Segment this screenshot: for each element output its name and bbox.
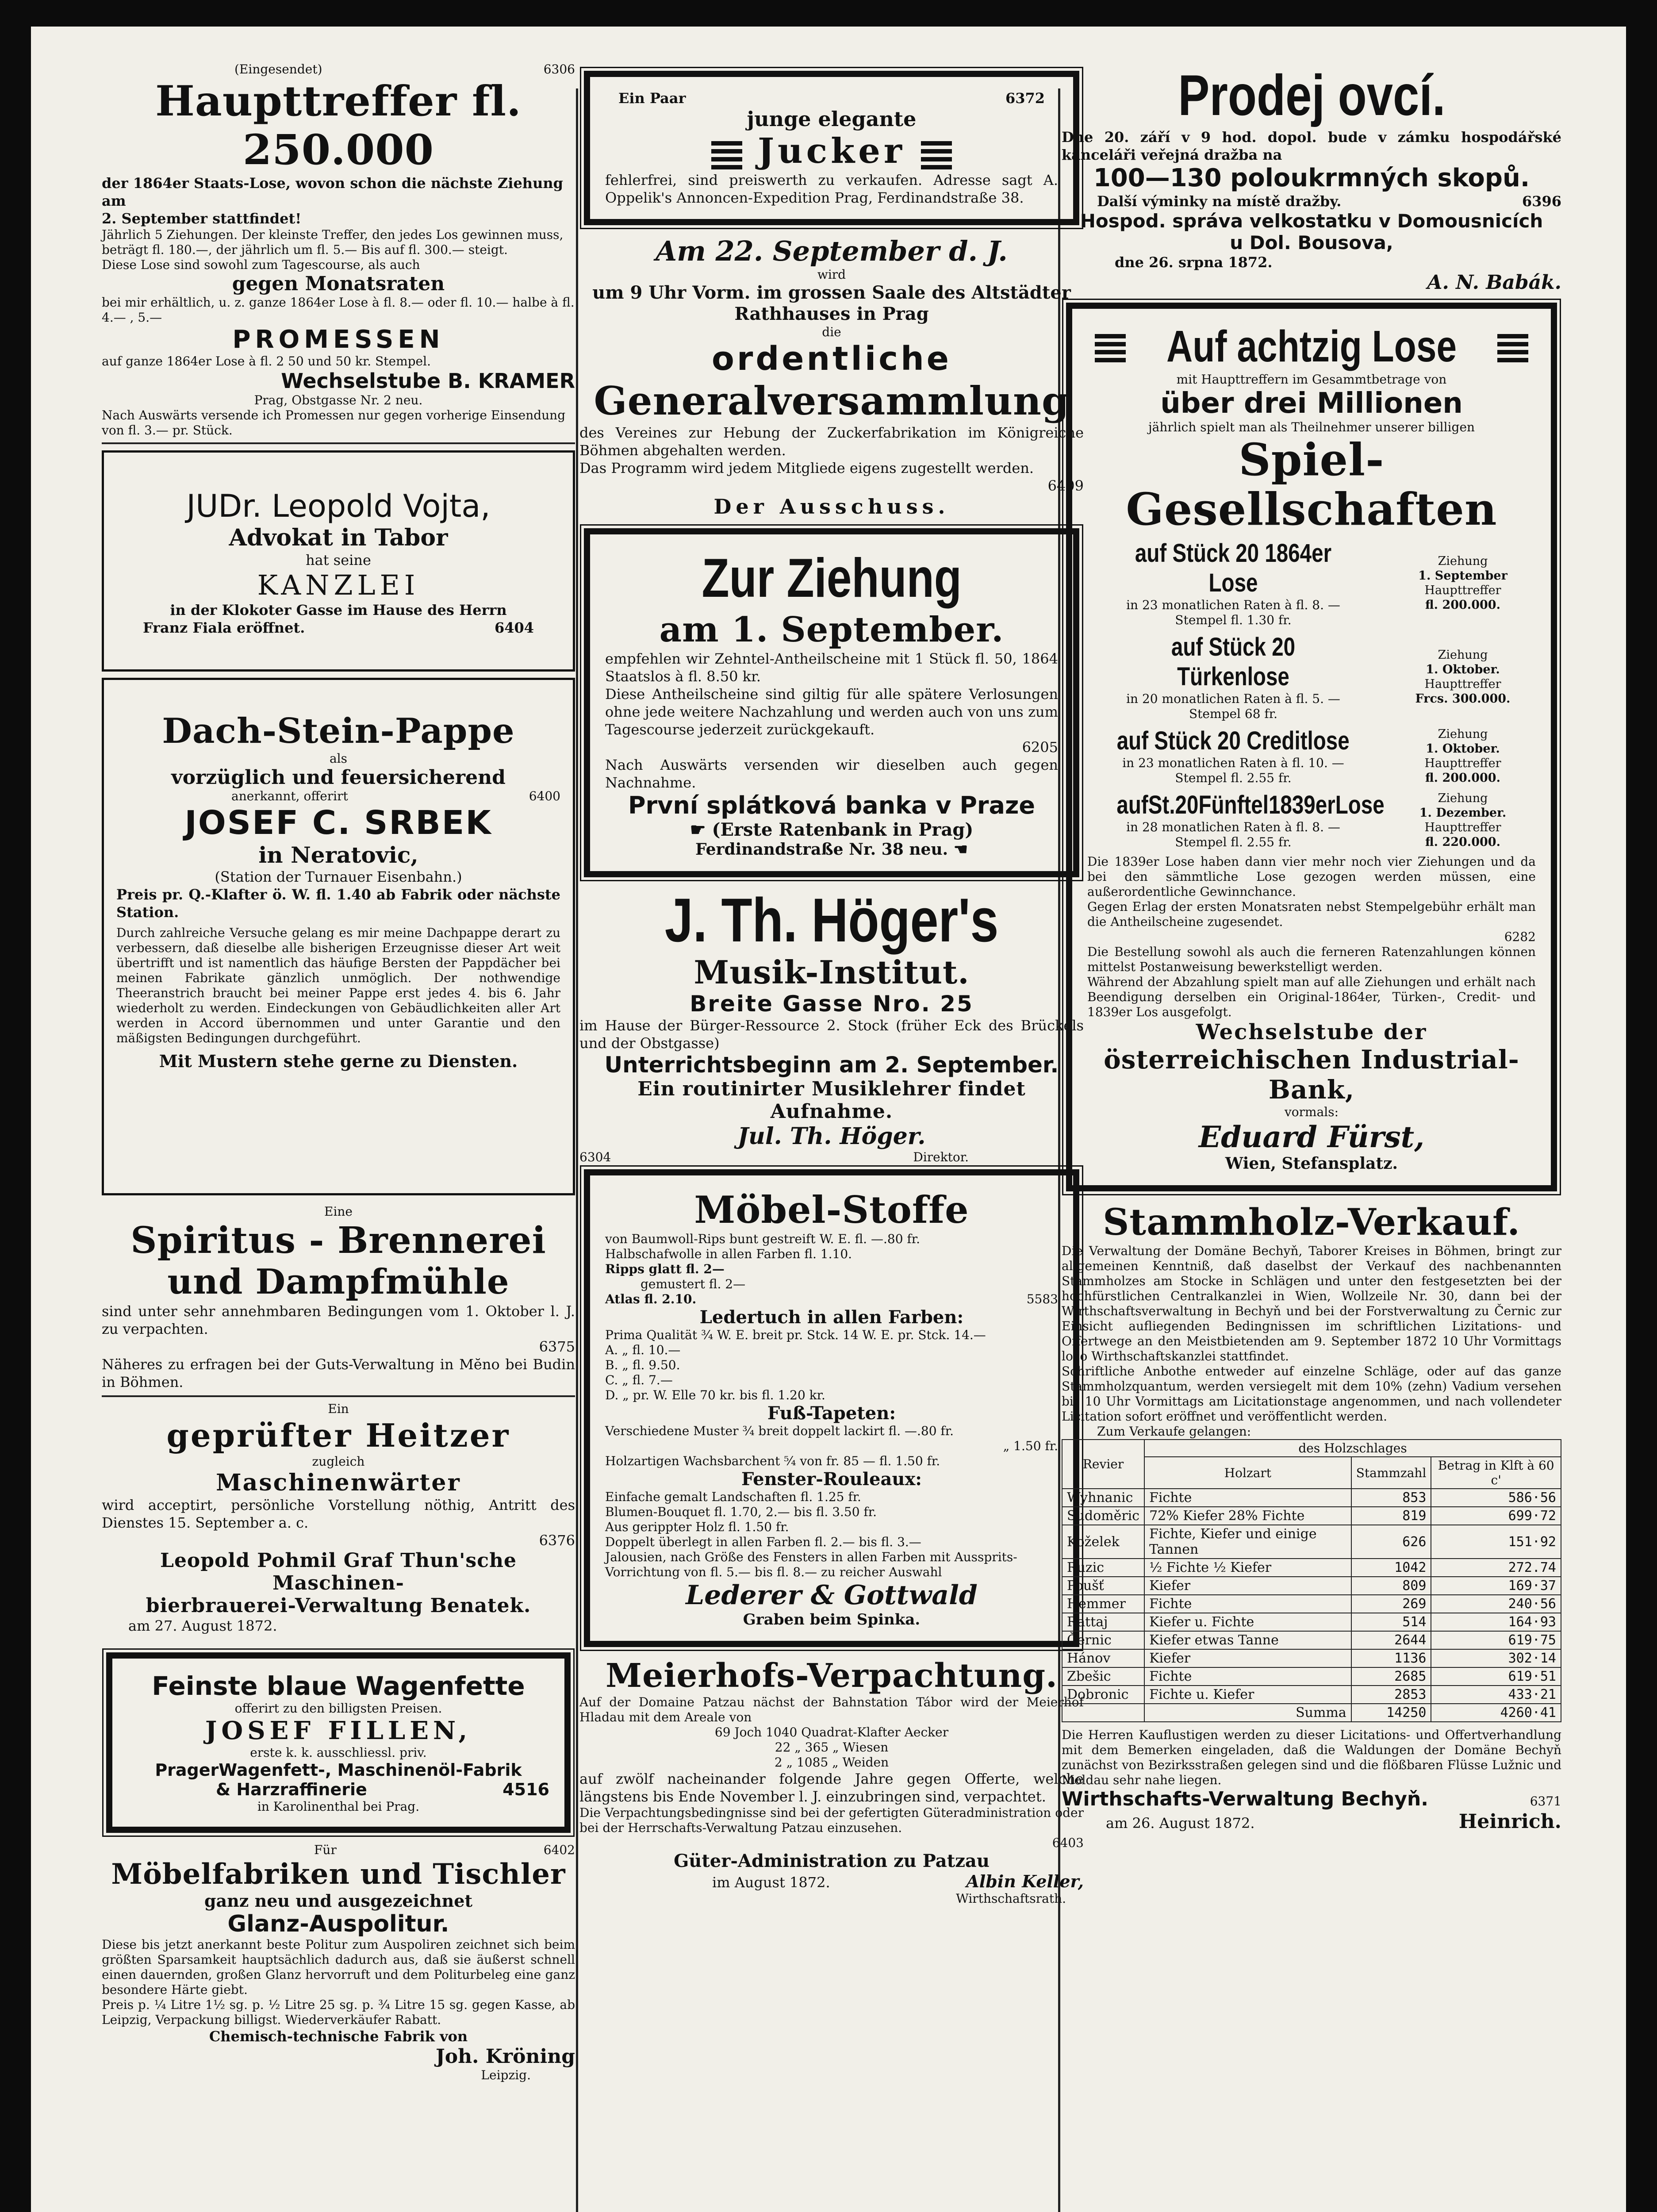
ad-text: Verschiedene Muster ¾ breit doppelt lackirt fl. —.80 fr. (605, 1424, 954, 1438)
lot-stempel: Stempel 68 fr. (1189, 707, 1277, 721)
ad-date: dne 26. srpna 1872. (1115, 254, 1273, 271)
ad-firm: Wechselstube B. KRAMER (281, 369, 575, 393)
table-cell: 1136 (1351, 1649, 1431, 1667)
ad-firm: Güter-Administration zu Patzau (674, 1851, 990, 1871)
table-cell: Kiefer (1144, 1577, 1351, 1595)
lot-item (1087, 726, 1536, 786)
ad-text: Wirthschaftsrath. (956, 1891, 1066, 1906)
ad-subtitle: ordentliche (711, 340, 951, 378)
ad-subtitle: Advokat in Tabor (229, 524, 448, 551)
ad-kroening (102, 1843, 575, 2083)
ad-text: auf ganze 1864er Lose à fl. 2 50 und 50 kr. Stempel. (102, 354, 431, 369)
lot-text: Ziehung (1438, 791, 1488, 805)
table-cell: 269 (1351, 1595, 1431, 1613)
column-3 (1062, 62, 1561, 1833)
lot-text: Ziehung (1438, 727, 1488, 741)
lot-stempel: Stempel fl. 1.30 fr. (1175, 613, 1292, 627)
pointing-hand-icon: ☚ (953, 840, 968, 859)
ad-text: in der Klokoter Gasse im Hause des Herrn (170, 602, 507, 618)
table-cell: Dobronic (1062, 1686, 1144, 1704)
ad-title: und Dampfmühle (167, 1262, 510, 1302)
table-cell: Hánov (1062, 1649, 1144, 1667)
table-header: Holzart (1144, 1457, 1351, 1489)
ad-text: „ 1.50 fr. (1003, 1439, 1058, 1453)
ad-subtitle: junge elegante (747, 107, 917, 131)
ad-achtzig-lose (1066, 303, 1557, 1191)
ad-title: Prodej ovcí. (1178, 63, 1446, 127)
lot-head: auf Stück 20 1864er Lose (1135, 539, 1332, 597)
ad-number: 6375 (539, 1338, 575, 1355)
ornament-icon (921, 138, 952, 169)
lot-head: auf Stück 20 Creditlose (1117, 726, 1350, 755)
ad-subtitle: KANZLEI (257, 569, 420, 601)
ad-text: jährlich spielt man als Theilnehmer unserer billigen (1148, 420, 1475, 434)
ad-firm: (Erste Ratenbank in Prag) (712, 819, 974, 840)
ad-title: am 1. September. (659, 610, 1004, 650)
ad-number: 6402 (543, 1843, 575, 1857)
ad-meierhof (579, 1657, 1084, 1906)
table-cell: 302·14 (1431, 1649, 1561, 1667)
ad-text: Nach Auswärts versenden wir dieselben auch gegen Nachnahme. (605, 757, 1058, 791)
ad-firm: österreichischen Industrial-Bank, (1104, 1045, 1519, 1105)
table-cell: Kiefer etwas Tanne (1144, 1631, 1351, 1649)
lot-text: Haupttreffer (1424, 584, 1501, 597)
lot-text: Haupttreffer (1424, 820, 1501, 834)
ad-number: 6304 (579, 1150, 611, 1164)
ad-firm: Leopold Pohmil Graf Thun'sche Maschinen- (160, 1549, 517, 1594)
ad-number: 6282 (1504, 929, 1536, 944)
ad-text: erste k. k. ausschliessl. priv. (250, 1745, 427, 1760)
ad-number: 6205 (1022, 739, 1058, 756)
table-cell: 272.74 (1431, 1559, 1561, 1577)
ad-price: Preis pr. Q.-Klafter ö. W. fl. 1.40 ab Fabrik oder nächste Station. (116, 886, 560, 921)
ad-text: Nach Auswärts versende ich Promessen nur gegen vorherige Einsendung von fl. 3.— pr. Stück. (102, 408, 566, 438)
ad-text: PragerWagenfett-, Maschinenöl-Fabrik (155, 1760, 522, 1780)
ad-title: Feinste blaue Wagenfette (152, 1671, 525, 1701)
column-1 (102, 62, 575, 2083)
lot-stempel: Stempel fl. 2.55 fr. (1175, 835, 1292, 849)
ad-jucker (584, 71, 1079, 225)
ad-text: Während der Abzahlung spielt man auf alle Ziehungen und erhält nach Beendigung derselben ein Original-1864er, Türken-, Credit- und 1839er Los ausgefolgt. (1087, 975, 1536, 1019)
ornament-icon (711, 138, 742, 169)
ad-subtitle: gegen Monatsraten (232, 273, 445, 295)
ad-text: bei mir erhältlich, u. z. ganze 1864er Lose à fl. 8.— oder fl. 10.— halbe à fl. 4.— , 5.— (102, 295, 575, 325)
table-row (1062, 1507, 1561, 1525)
table-row (1062, 1686, 1561, 1704)
ad-subtitle: 100—130 poloukrmných skopů. (1093, 164, 1530, 192)
ad-signature: Der Ausschuss. (713, 495, 950, 518)
table-cell: 809 (1351, 1577, 1431, 1595)
table-cell: Fichte (1144, 1595, 1351, 1613)
ad-text: Mit Mustern stehe gerne zu Diensten. (159, 1051, 518, 1071)
table-cell: Fichte u. Kiefer (1144, 1686, 1351, 1704)
lot-date: 1. Dezember. (1419, 806, 1507, 820)
ad-address: Breite Gasse Nro. 25 (690, 991, 974, 1017)
ad-text: 2 „ 1085 „ Weiden (774, 1755, 889, 1770)
ad-title: Stammholz-Verkauf. (1103, 1201, 1520, 1244)
ad-text: (Station der Turnauer Eisenbahn.) (215, 868, 462, 885)
ad-subtitle: Maschinenwärter (216, 1469, 461, 1496)
table-cell: Kiefer u. Fichte (1144, 1613, 1351, 1631)
lot-stempel: Stempel fl. 2.55 fr. (1175, 771, 1292, 785)
ad-hoeger (579, 887, 1084, 1165)
ad-firm: První splátková banka v Praze (628, 791, 1036, 819)
table-row (1062, 1525, 1561, 1559)
table-summary-row (1062, 1704, 1561, 1722)
ad-subtitle: Glanz-Auspolitur. (227, 1911, 449, 1937)
ad-address: Wien, Stefansplatz. (1225, 1154, 1398, 1173)
ad-number: 6403 (1052, 1836, 1084, 1850)
ad-text: von Baumwoll-Rips bunt gestreift W. E. fl. —.80 fr. (605, 1232, 920, 1246)
ad-firm: bierbrauerei-Verwaltung Benatek. (146, 1594, 531, 1617)
lot-date: 1. Oktober. (1426, 663, 1500, 676)
holz-table (1062, 1439, 1561, 1722)
table-cell: 240·56 (1431, 1595, 1561, 1613)
ad-firm: Lederer & Gottwald (686, 1580, 978, 1611)
ad-text: als (329, 751, 348, 766)
ad-subtitle: Musik-Institut. (694, 953, 970, 991)
ad-firm: Joh. Kröning (435, 2045, 575, 2068)
ad-text: C. „ fl. 7.— (605, 1373, 673, 1387)
ornament-icon (1497, 331, 1528, 362)
ad-subtitle: über drei Millionen (1160, 387, 1463, 420)
ad-text: Blumen-Bouquet fl. 1.70, 2.— bis fl. 3.50 fr. (605, 1505, 877, 1519)
table-cell: 72% Kiefer 28% Fichte (1144, 1507, 1351, 1525)
ad-text: Diese Lose sind sowohl zum Tagescourse, als auch (102, 257, 420, 272)
ad-text: Ripps glatt fl. 2— (605, 1262, 725, 1276)
ad-number: 6409 (1047, 477, 1084, 494)
ad-text: Diese bis jetzt anerkannt beste Politur zum Auspoliren zeichnet sich beim größten Sparsamkeit hauptsächlich dadurch aus, daß sie äußerst schnell einen dauernden, großen Glanz hervorruft und dem Politurbeleg eine ganz besondere Härte giebt. (102, 1937, 575, 1997)
table-cell: Poušť (1062, 1577, 1144, 1595)
ad-signature: Albin Keller, (966, 1871, 1084, 1891)
ad-text: Franz Fiala eröffnet. (143, 619, 305, 636)
table-cell: 853 (1351, 1489, 1431, 1507)
ad-text: Další výminky na místě dražby. (1097, 193, 1342, 210)
ad-fillen (106, 1652, 571, 1833)
ad-address: Graben beim Spinka. (743, 1611, 921, 1628)
ad-text: des Vereines zur Hebung der Zuckerfabrikation im Königreiche Böhmen abgehalten werden. (579, 424, 1084, 459)
ad-text: hat seine (306, 552, 371, 568)
ad-address: Leipzig. (481, 2068, 531, 2082)
ad-text: Atlas fl. 2.10. (605, 1292, 697, 1306)
table-cell: 151·92 (1431, 1525, 1561, 1559)
ad-text: Die Verpachtungsbedingnisse sind bei der gefertigten Güteradministration oder bei der Herrschafts-Verwaltung Patzau einzusehen. (579, 1805, 1084, 1835)
ad-address: in Karolinenthal bei Prag. (257, 1799, 420, 1814)
ad-text: Halbschafwolle in allen Farben fl. 1.10. (605, 1247, 852, 1261)
lot-item (1087, 632, 1536, 722)
ad-heitzer (102, 1402, 575, 1635)
ad-text: gemustert fl. 2— (641, 1277, 746, 1291)
ad-text: Die 1839er Lose haben dann vier mehr noch vier Ziehungen und da bei den sämmtliche Lose gezogen werden müssen, eine außerordentliche Gewinnchance. (1087, 854, 1536, 899)
table-row (1062, 1631, 1561, 1649)
ad-title: Dach-Stein-Pappe (162, 711, 515, 751)
lot-rate: in 23 monatlichen Raten à fl. 10. — (1122, 756, 1344, 770)
ad-address: Ferdinandstraße Nr. 38 neu. (695, 840, 948, 859)
ad-firm: Hospod. správa velkostatku v Domousnicích (1080, 210, 1543, 232)
lot-date: 1. September (1418, 569, 1507, 583)
ad-title: Haupttreffer fl. 250.000 (155, 77, 522, 174)
lot-prize: fl. 200.000. (1425, 598, 1500, 612)
table-cell: Fichte (1144, 1489, 1351, 1507)
table-cell: Rattaj (1062, 1613, 1144, 1631)
table-cell: Koželek (1062, 1525, 1144, 1559)
ad-text: im Hause der Bürger-Ressource 2. Stock (früher Eck des Brückels und der Obstgasse) (579, 1017, 1084, 1052)
ad-number: 6371 (1530, 1794, 1561, 1809)
lot-text: Haupttreffer (1424, 756, 1501, 770)
ad-text: Auf der Domaine Patzau nächst der Bahnstation Tábor wird der Meierhof Hladau mit dem Areale von (579, 1695, 1084, 1724)
table-cell: 14250 (1351, 1704, 1431, 1722)
table-header: Stammzahl (1351, 1457, 1431, 1489)
ad-text: Ein routinirter Musiklehrer findet Aufnahme. (637, 1078, 1026, 1123)
table-cell: 433·21 (1431, 1686, 1561, 1704)
ad-moebel-stoffe (584, 1169, 1079, 1647)
ad-text: Aus gerippter Holz fl. 1.50 fr. (605, 1520, 789, 1534)
ad-text: auf zwölf nacheinander folgende Jahre gegen Offerte, welche längstens bis Ende November l. J. einzubringen sind, verpachtet. (579, 1770, 1084, 1805)
ad-text: mit Haupttreffern im Gesammtbetrage von (1176, 372, 1447, 387)
lot-prize: fl. 220.000. (1425, 835, 1500, 849)
table-cell: Sudoměric (1062, 1507, 1144, 1525)
table-cell: 514 (1351, 1613, 1431, 1631)
ad-text: Die Bestellung sowohl als auch die ferneren Ratenzahlungen können mittelst Postanweisung bewerkstelligt werden. (1087, 945, 1536, 974)
ad-date: am 27. August 1872. (128, 1617, 277, 1634)
lot-item (1087, 538, 1536, 628)
ad-text: Das Programm wird jedem Mitgliede eigens zugestellt werden. (579, 460, 1034, 476)
ad-haupttreffer (102, 62, 575, 438)
ad-number: 5583 (1026, 1292, 1058, 1306)
table-row (1062, 1489, 1561, 1507)
ad-number: 6306 (543, 62, 575, 77)
ad-title: Jucker (758, 131, 905, 171)
ad-subtitle: Ledertuch in allen Farben: (699, 1307, 964, 1328)
lot-text: Ziehung (1438, 648, 1488, 662)
ad-text: anerkannt, offerirt (231, 789, 348, 803)
table-cell: 2853 (1351, 1686, 1431, 1704)
ad-text: wird acceptirt, persönliche Vorstellung nöthig, Antritt des Dienstes 15. September a. c. (102, 1497, 575, 1531)
ad-firm: u Dol. Bousova, (1230, 232, 1393, 253)
ad-title: Spiritus - Brennerei (130, 1219, 546, 1262)
ad-text: 69 Joch 1040 Quadrat-Klafter Aecker (714, 1725, 949, 1740)
ad-text: Jährlich 5 Ziehungen. Der kleinste Treffer, den jedes Los gewinnen muss, beträgt fl. 180.—, der jährlich um fl. 5.— Bis auf fl. 300.— steigt. (102, 227, 564, 257)
table-cell: Kiefer (1144, 1649, 1351, 1667)
ad-text: Für (314, 1843, 337, 1857)
ad-text: empfehlen wir Zehntel-Antheilscheine mit 1 Stück fl. 50, 1864 Staatslos à fl. 8.50 kr. (605, 650, 1058, 685)
ad-title: Gesellschaften (1126, 483, 1497, 535)
ad-text: Unterrichtsbeginn am 2. September. (604, 1052, 1059, 1078)
table-row (1062, 1559, 1561, 1577)
ad-vojta (102, 450, 575, 672)
ad-text: Eine (324, 1204, 353, 1219)
lot-text: Haupttreffer (1424, 677, 1501, 691)
ad-signature: Heinrich. (1458, 1810, 1561, 1833)
lot-head: auf Stück 20 Türkenlose (1171, 633, 1296, 691)
lot-prize: Frcs. 300.000. (1415, 692, 1511, 706)
divider (102, 1395, 575, 1397)
ad-text: zugleich (312, 1454, 365, 1469)
ad-title: Zur Ziehung (702, 548, 962, 609)
ad-firm: Wirthschafts-Verwaltung Bechyň. (1062, 1788, 1428, 1810)
table-row (1062, 1649, 1561, 1667)
ad-text: um 9 Uhr Vorm. im grossen Saale des Altstädter Rathhauses in Prag (592, 282, 1071, 324)
table-header: Betrag in Klft à 60 c' (1431, 1457, 1561, 1489)
lot-prize: fl. 200.000. (1425, 771, 1500, 785)
ad-subtitle: ganz neu und ausgezeichnet (204, 1891, 473, 1911)
ad-text: Schriftliche Anbothe entweder auf einzelne Schläge, oder auf das ganze Stammholzquantum, werden versiegelt mit dem 10% (zehn) Vadium versehen bis 10 Uhr Vormittags am Licitationstage angenommen, und nach vollendeter Licitation sofort eröffnet und veröffentlicht werden. (1062, 1364, 1561, 1424)
ad-subtitle: vorzüglich und feuersicherend (171, 766, 506, 789)
table-cell: 619·51 (1431, 1667, 1561, 1686)
ad-signature: A. N. Babák. (1427, 271, 1561, 294)
ad-text: die (822, 325, 841, 339)
ad-title: Generalversammlung (594, 378, 1070, 424)
ad-text: 2. September stattfindet! (102, 210, 302, 227)
table-row (1062, 1667, 1561, 1686)
ad-firm: Wechselstube der (1196, 1020, 1427, 1045)
ad-text: Chemisch-technische Fabrik von (209, 2028, 468, 2045)
table-row (1062, 1577, 1561, 1595)
ad-date: Am 22. September d. J. (656, 235, 1008, 267)
ad-prodej-ovci (1062, 62, 1561, 294)
table-cell: 2644 (1351, 1631, 1431, 1649)
table-cell: Summa (1144, 1704, 1351, 1722)
ad-signature: Jul. Th. Höger. (737, 1123, 926, 1150)
ad-text: Näheres zu erfragen bei der Guts-Verwaltung in Mĕno bei Budin in Böhmen. (102, 1356, 575, 1390)
ad-text: Gegen Erlag der ersten Monatsraten nebst Stempelgebühr erhält man die Antheilscheine zugesendet. (1087, 899, 1536, 929)
ad-text: Ein Paar (618, 90, 686, 107)
ad-text: Holzartigen Wachsbarchent ⁵⁄₄ von fr. 85 — fl. 1.50 fr. (605, 1454, 940, 1468)
ad-zucker-verein (579, 235, 1084, 518)
ad-title: geprüfter Heitzer (166, 1417, 510, 1454)
table-cell: 164·93 (1431, 1613, 1561, 1631)
ad-title: Möbel-Stoffe (694, 1188, 969, 1232)
ad-text: 22 „ 365 „ Wiesen (775, 1740, 889, 1755)
table-header: Revier (1062, 1440, 1144, 1489)
table-row (1062, 1595, 1561, 1613)
table-cell: 619·75 (1431, 1631, 1561, 1649)
ad-text: A. „ fl. 10.— (605, 1343, 681, 1357)
ad-title: JUDr. Leopold Vojta, (186, 488, 491, 524)
ad-text: vormals: (1284, 1105, 1339, 1119)
ad-date: am 26. August 1872. (1106, 1815, 1255, 1832)
ad-text: Diese Antheilscheine sind giltig für alle spätere Verlosungen ohne jede weitere Nachzahlung und werden auch von uns zum Tagescourse jederzeit zurückgekauft. (605, 686, 1058, 738)
ad-text: Dne 20. září v 9 hod. dopol. bude v zámku hospodářské kanceláři veřejná dražba na (1062, 129, 1561, 163)
ad-tag: (Eingesendet) (234, 62, 322, 77)
lot-head: aufSt.20Fünftel1839erLose (1116, 791, 1385, 819)
table-cell: Hemmer (1062, 1595, 1144, 1613)
table-cell: 169·37 (1431, 1577, 1561, 1595)
ad-number: 6372 (1005, 90, 1045, 107)
ad-text: Direktor. (913, 1150, 969, 1164)
table-cell: 1042 (1351, 1559, 1431, 1577)
ad-text: der 1864er Staats-Lose, wovon schon die nächste Ziehung am (102, 175, 563, 209)
ad-firm: JOSEF C. SRBEK (184, 804, 492, 842)
ad-subtitle: Fenster-Rouleaux: (741, 1469, 922, 1490)
ad-title: Möbelfabriken und Tischler (111, 1858, 566, 1891)
lot-rate: in 20 monatlichen Raten à fl. 5. — (1126, 691, 1340, 706)
column-2 (579, 62, 1084, 1906)
table-cell: 819 (1351, 1507, 1431, 1525)
ornament-icon (1095, 331, 1126, 362)
ad-text: Prima Qualität ¾ W. E. breit pr. Stck. 14 W. E. pr. Stck. 14.— (605, 1328, 986, 1342)
table-cell: Zbešic (1062, 1667, 1144, 1686)
ad-address: Prag, Obstgasse Nr. 2 neu. (254, 393, 423, 407)
ad-firm: JOSEF FILLEN, (205, 1716, 472, 1745)
table-cell: 2685 (1351, 1667, 1431, 1686)
pointing-hand-icon: ☛ (690, 819, 706, 840)
ad-text: Die Herren Kauflustigen werden zu dieser Licitations- und Offertverhandlung mit dem Bemerken eingeladen, daß die Waldungen der Domäne Bechyň zunächst von Bezirksstraßen gelegen sind und die flößbaren Flüsse Lužnic und Moldau sehr nahe liegen. (1062, 1728, 1561, 1787)
ad-text: offerirt zu den billigsten Preisen. (234, 1701, 442, 1716)
ad-text: B. „ fl. 9.50. (605, 1358, 680, 1372)
ad-stammholz (1062, 1201, 1561, 1833)
table-cell: 586·56 (1431, 1489, 1561, 1507)
lot-item (1087, 790, 1536, 850)
ad-text: Einfache gemalt Landschaften fl. 1.25 fr. (605, 1490, 861, 1504)
ad-title: J. Th. Höger's (664, 885, 999, 955)
lot-text: Ziehung (1438, 554, 1488, 568)
table-cell: 4260·41 (1431, 1704, 1561, 1722)
lot-rate: in 23 monatlichen Raten à fl. 8. — (1126, 598, 1340, 612)
ad-number: 6400 (529, 789, 560, 803)
ad-srbek (102, 678, 575, 1195)
table-cell: ½ Fichte ½ Kiefer (1144, 1559, 1351, 1577)
ad-firm: Eduard Fürst, (1198, 1120, 1425, 1154)
lot-date: 1. Oktober. (1426, 741, 1500, 756)
table-row (1062, 1613, 1561, 1631)
ad-number: 4516 (502, 1780, 549, 1799)
table-cell: 699·72 (1431, 1507, 1561, 1525)
table-cell: Fichte (1144, 1667, 1351, 1686)
ad-ziehung (584, 528, 1079, 877)
lot-rate: in 28 monatlichen Raten à fl. 8. — (1126, 820, 1340, 834)
ad-price: Preis p. ¼ Litre 1½ sg. p. ½ Litre 25 sg. p. ¾ Litre 15 sg. gegen Kasse, ab Leipzig, Verpackung billigst. Wiederverkäufer Rabatt. (102, 1997, 575, 2027)
table-header: des Holzschlages (1144, 1440, 1561, 1457)
ad-text: Durch zahlreiche Versuche gelang es mir meine Dachpappe derart zu verbessern, daß dieselbe alle bisherigen Erzeugnisse dieser Art weit übertrifft und ist namentlich das häufige Bersten der Pappdächer bei meinen Fabrikate gänzlich unmöglich. Der nothwendige Theeranstrich braucht bei meiner Pappe erst jedes 4. bis 6. Jahr wiederholt zu werden. Eindeckungen von Gebäudlichkeiten aller Art werden in Accord übernommen und unter Garantie und den mäßigsten Bedingungen durchgeführt. (116, 926, 560, 1045)
ad-title: Meierhofs-Verpachtung. (606, 1657, 1058, 1695)
ad-subtitle: Fuß-Tapeten: (767, 1403, 896, 1424)
ad-text: Ein (328, 1402, 349, 1416)
ad-subtitle: PROMESSEN (232, 325, 445, 354)
ad-text: D. „ pr. W. Elle 70 kr. bis fl. 1.20 kr. (605, 1388, 825, 1402)
ad-text: wird (817, 267, 846, 282)
ad-title: Auf achtzig Lose (1166, 322, 1457, 371)
table-cell: Fichte, Kiefer und einige Tannen (1144, 1525, 1351, 1559)
table-cell: Ruzic (1062, 1559, 1144, 1577)
table-cell: Černic (1062, 1631, 1144, 1649)
ad-address: in Neratovic, (258, 842, 418, 868)
ad-number: 6376 (539, 1532, 575, 1549)
ad-text: Die Verwaltung der Domäne Bechyň, Taborer Kreises in Böhmen, bringt zur allgemeinen Kenntniß, daß daselbst der Verkauf des nachbenannten Stammholzes am Stocke in Schlägen und unter den festgesetzten bei der hochfürstlichen Centralkanzlei in Wien, Wollzeile Nr. 30, dann bei der Wirthschaftsverwaltung in Bechyň und bei der Forstverwaltung zu Černic zur Einsicht aufliegenden Bedingnissen im schriftlichen Lizitations- und Offertwege an den Meistbietenden am 9. September 1872 10 Uhr Vormittags loco Wirthschaftskanzlei stattfindet. (1062, 1244, 1561, 1363)
ad-text: & Harzraffinerie (216, 1780, 367, 1799)
ad-text: Zum Verkaufe gelangen: (1097, 1424, 1251, 1439)
table-cell: 626 (1351, 1525, 1431, 1559)
ad-text: Jalousien, nach Größe des Fensters in allen Farben mit Aussprits-Vorrichtung von fl. 5.— bis fl. 8.— zu reicher Auswahl (605, 1550, 1017, 1579)
ad-number: 6396 (1522, 193, 1561, 210)
table-cell: Wyhnanic (1062, 1489, 1144, 1507)
ad-text: Doppelt überlegt in allen Farben fl. 2.— bis fl. 3.— (605, 1535, 921, 1549)
ad-title: Spiel- (1239, 434, 1385, 486)
newspaper-page (31, 27, 1626, 2212)
divider (102, 442, 575, 444)
column-rule-left (576, 88, 578, 2212)
ad-spiritus (102, 1204, 575, 1391)
ad-text: sind unter sehr annehmbaren Bedingungen vom 1. Oktober l. J. zu verpachten. (102, 1303, 575, 1337)
ad-number: 6404 (494, 619, 534, 636)
ad-text: fehlerfrei, sind preiswerth zu verkaufen. Adresse sagt A. Oppelik's Annoncen-Expedition Prag, Ferdinandstraße 38. (605, 172, 1058, 206)
ad-date: im August 1872. (712, 1874, 830, 1891)
